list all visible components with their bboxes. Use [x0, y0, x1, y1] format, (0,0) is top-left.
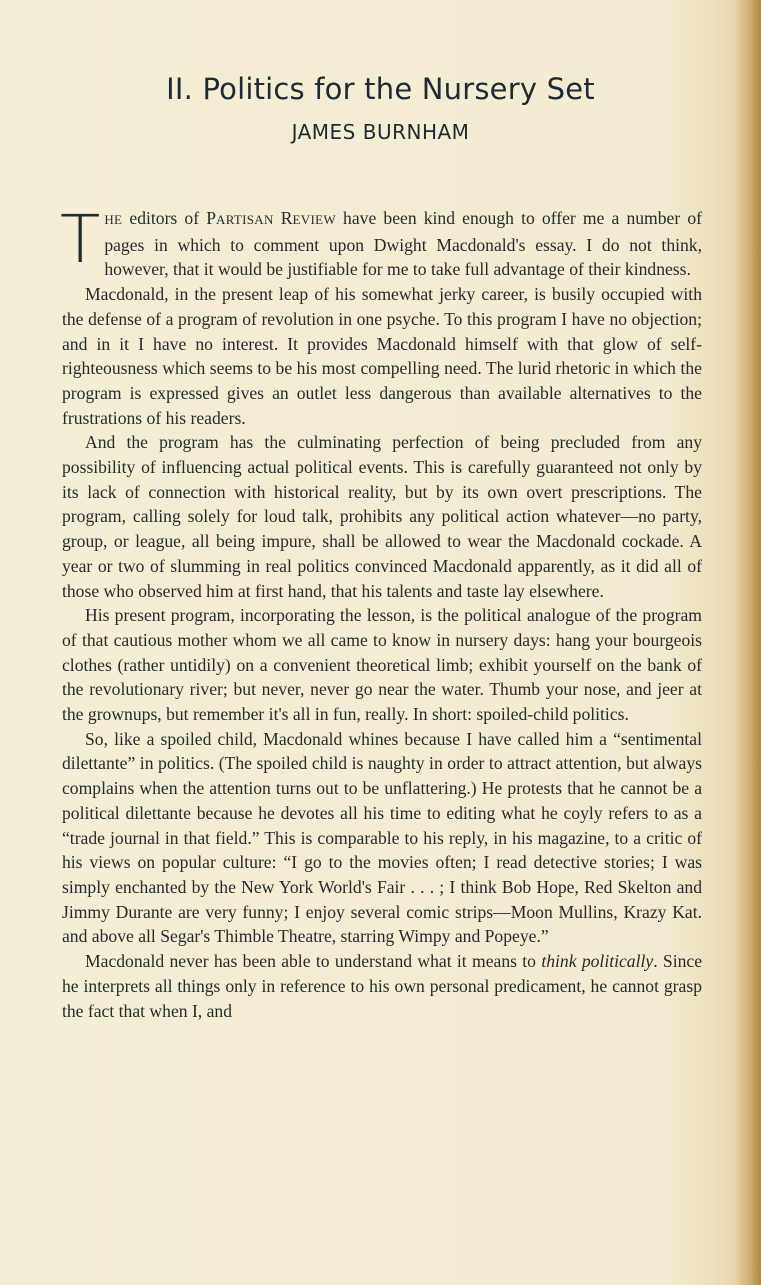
paragraph-2: Macdonald, in the present leap of his somewhat jerky career, is busily occupied with the defense of a program of revolution in one psyche. To this program I have no objection; and in it I have no interest. It provides Macdonald himself with that glow of self-righteousness which seems to be his most compelling need. The lurid rhetoric in which the program is expressed gives an outlet less dangerous than available alternatives to the frustrations of his readers.	[62, 284, 702, 428]
paragraph-1-text-b: have been kind enough to offer me a number of pages in which to comment upon Dwight Macdonald's essay. I do not think, however, that it would be justifiable for me to take full advantage of their kindness.	[104, 208, 702, 280]
paragraph-6-text-b: . Since he interprets all things only in reference to his own personal predicament, he cannot grasp the fact that when I, and	[62, 951, 703, 1021]
paragraph-6-text-a: Macdonald never has been able to understand what it means to	[85, 951, 542, 972]
journal-name-artisan: ARTISAN	[216, 212, 274, 227]
small-caps-opening: HE	[104, 212, 123, 227]
page-edge-shadow	[735, 0, 761, 1285]
article-author: JAMES BURNHAM	[291, 120, 470, 144]
journal-name-r: R	[273, 208, 293, 228]
paragraph-5: So, like a spoiled child, Macdonald whines because I have called him a “sentimental dilettante” in politics. (The spoiled child is naughty in order to attract attention, but always complains when the attention turns out to be unflattering.) He protests that he cannot be a political dilettante because he devotes all his time to editing what he coyly refers to as a “trade journal in that field.” This is comparable to his reply, in his magazine, to a critic of his views on popular culture: “I go to the movies often; I read detective stories; I was simply enchanted by the New York World's Fair . . . ; I think Bob Hope, Red Skelton and Jimmy Durante are very funny; I enjoy several comic strips—Moon Mullins, Krazy Kat. and above all Segar's Thimble Theatre, starring Wimpy and Popeye.”	[62, 728, 702, 947]
paragraph-6-italic: think politically	[541, 951, 654, 972]
journal-name-p: P	[206, 208, 217, 228]
paragraph-6	[62, 949, 702, 1023]
paragraph-3: And the program has the culminating perfection of being precluded from any possibility of influencing actual political events. This is carefully guaranteed not only by its lack of connection with historical reality, but by its own overt prescriptions. The program, calling solely for loud talk, prohibits any political action whatever—no party, group, or league, all being impure, shall be allowed to wear the Macdonald cockade. A year or two of slumming in real politics convinced Macdonald apparently, as it did all of those who observed him at first hand, that his talents and taste lay elsewhere.	[62, 432, 702, 601]
article-title: II. Politics for the Nursery Set	[166, 72, 595, 106]
paragraph-1	[60, 201, 702, 282]
paragraph-4: His present program, incorporating the lesson, is the political analogue of the program of that cautious mother whom we all came to know in nursery days: hang your bourgeois clothes (rather untidily) on a convenient theoretical limb; exhibit yourself on the bank of the revolutionary river; but never, never go near the water. Thumb your nose, and jeer at the grownups, but remember it's all in fun, really. In short: spoiled-child politics.	[62, 605, 702, 725]
journal-name-eview: EVIEW	[292, 212, 336, 227]
paragraph-1-text-a: editors of	[122, 208, 207, 228]
drop-cap: T	[60, 201, 101, 278]
article-body	[62, 164, 702, 1023]
